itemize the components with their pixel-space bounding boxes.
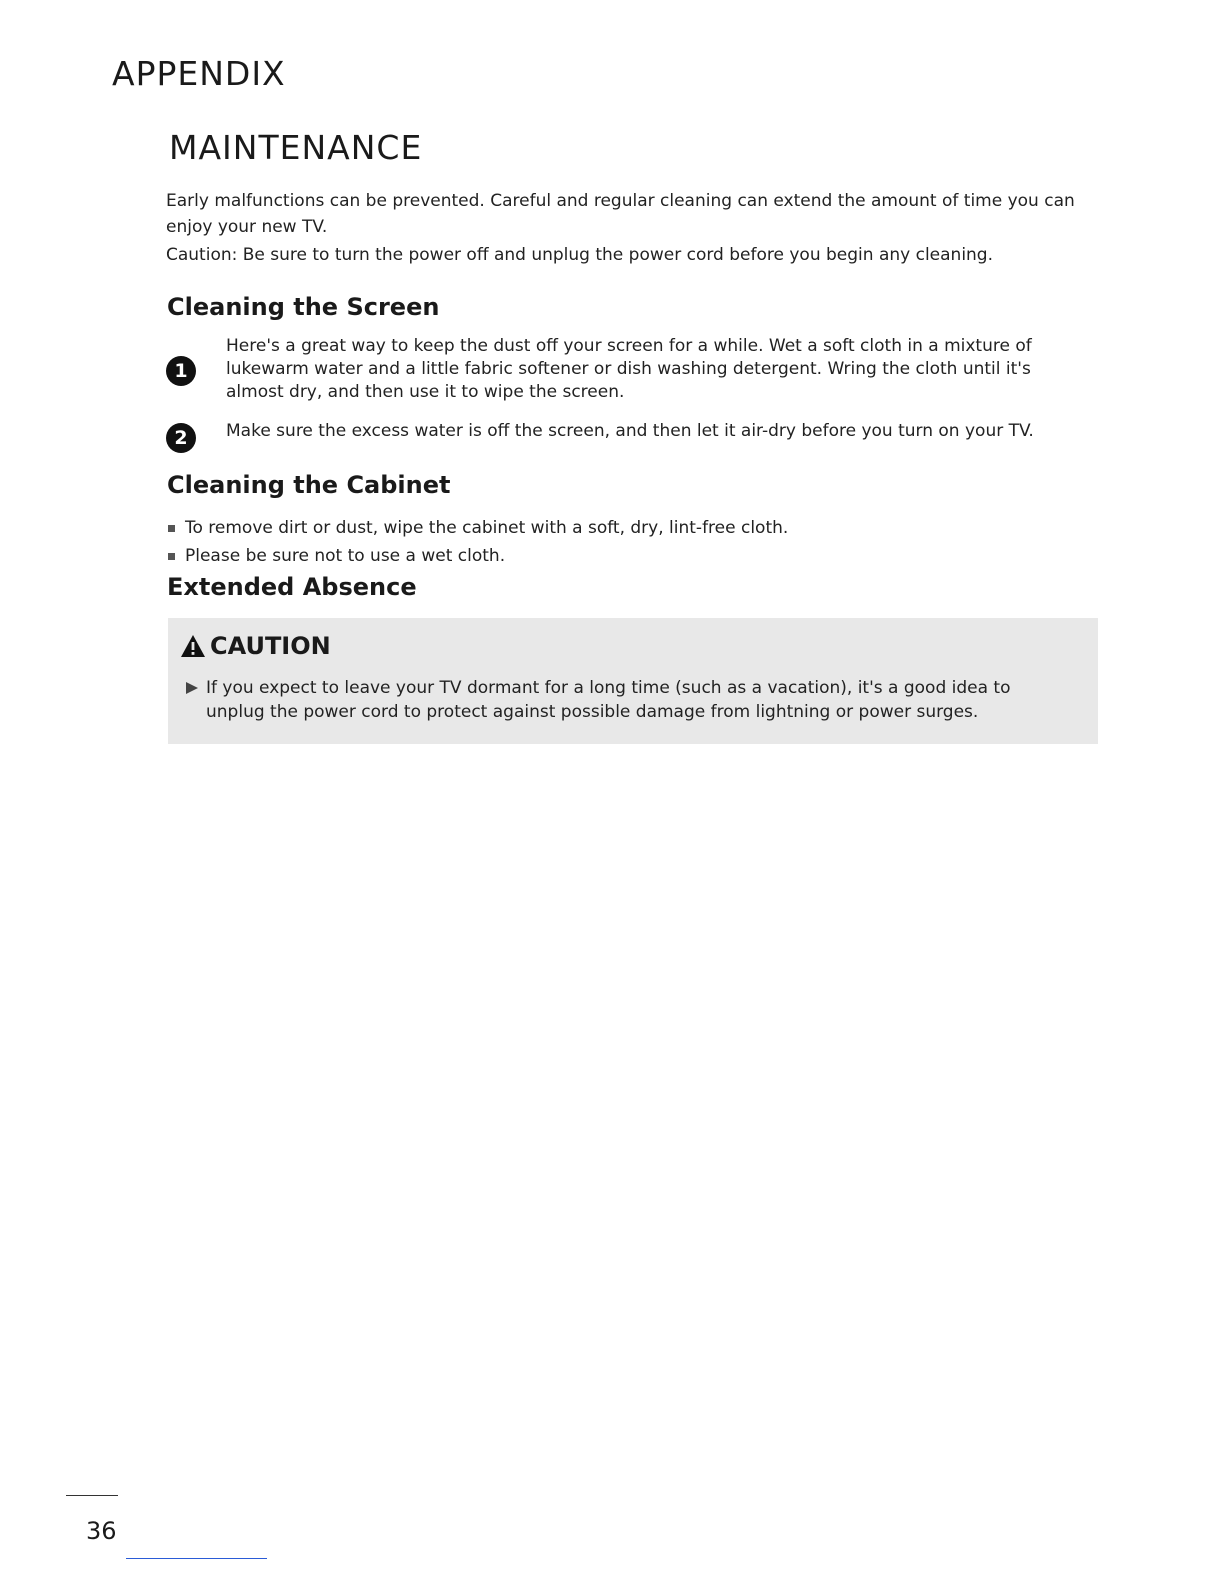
warning-triangle-icon — [180, 634, 206, 658]
list-item — [168, 514, 788, 542]
page-number-rule — [66, 1495, 118, 1496]
caution-header — [180, 632, 331, 660]
step-number-1-icon: 1 — [166, 356, 196, 386]
intro-paragraph: Early malfunctions can be prevented. Careful and regular cleaning can extend the amount of time you can enjoy your new TV. — [166, 191, 1075, 237]
page-title: MAINTENANCE — [169, 128, 423, 167]
bullet-square-icon — [168, 525, 175, 532]
arrow-right-icon — [186, 682, 198, 694]
caution-item — [186, 676, 1066, 724]
list-item-text: To remove dirt or dust, wipe the cabinet with a soft, dry, lint-free cloth. — [185, 518, 789, 538]
page-number: 36 — [86, 1517, 117, 1545]
caution-text: If you expect to leave your TV dormant for a long time (such as a vacation), it's a good idea to unplug the power cord to protect against possible damage from lightning or power surges. — [206, 678, 1011, 722]
step-text-1: Here's a great way to keep the dust off your screen for a while. Wet a soft cloth in a mixture of lukewarm water and a little fabric softener or dish washing detergent. Wring the cloth until it's almost dry, and then use it to wipe the screen. — [226, 336, 1032, 402]
intro — [166, 188, 1096, 268]
extended-absence-heading: Extended Absence — [167, 573, 417, 601]
step-text-2: Make sure the excess water is off the screen, and then let it air-dry before you turn on your TV. — [226, 421, 1034, 441]
caution-label: CAUTION — [210, 632, 331, 660]
list-item — [168, 542, 788, 570]
cleaning-screen-heading: Cleaning the Screen — [167, 293, 440, 321]
section-title: APPENDIX — [112, 54, 286, 93]
cabinet-list — [168, 514, 788, 570]
caution-box — [168, 618, 1098, 744]
cleaning-cabinet-heading: Cleaning the Cabinet — [167, 471, 451, 499]
step-number-2-icon: 2 — [166, 423, 196, 453]
bullet-square-icon — [168, 553, 175, 560]
bottom-underline — [126, 1558, 267, 1559]
intro-caution-paragraph: Caution: Be sure to turn the power off and unplug the power cord before you begin any cleaning. — [166, 245, 994, 265]
list-item-text: Please be sure not to use a wet cloth. — [185, 546, 506, 566]
